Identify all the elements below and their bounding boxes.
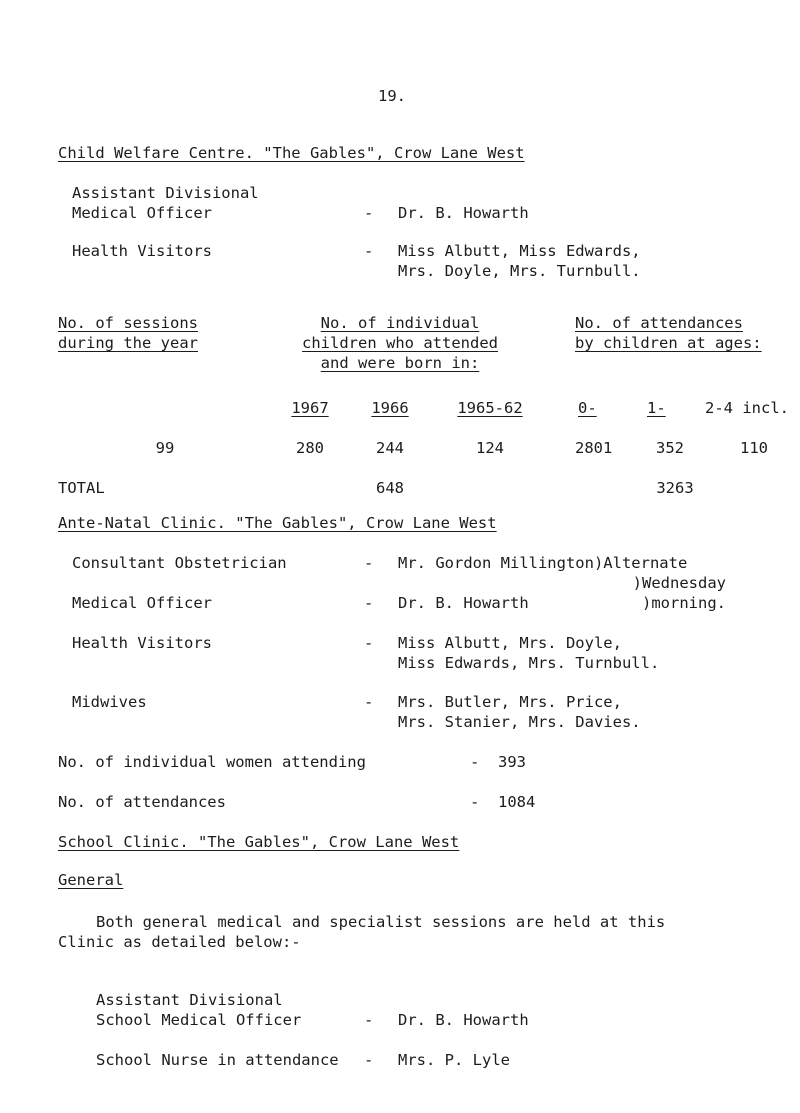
child-welfare-heading: Child Welfare Centre. "The Gables", Crow Lane West (58, 144, 525, 162)
ante-natal-heading: Ante-Natal Clinic. "The Gables", Crow Lane West (58, 514, 497, 532)
an-role-midwives: Midwives (72, 693, 147, 711)
table-col2-head-line1: No. of individual (320, 314, 480, 332)
year-value-1966: 244 (376, 439, 404, 457)
an-role-mo: Medical Officer (72, 594, 212, 612)
an-dash-3: - (364, 634, 374, 652)
sc-dash-2: - (364, 1051, 374, 1069)
an-name-mo: Dr. B. Howarth (398, 594, 529, 612)
an-stat-attendances-dash: - (470, 793, 480, 811)
cw-role-asst-line2: Medical Officer (72, 204, 212, 222)
age-value-2-4: 110 (740, 439, 768, 457)
year-head-1966: 1966 (371, 399, 409, 417)
sc-dash-1: - (364, 1011, 374, 1029)
cw-name-hv-line1: Miss Albutt, Miss Edwards, (398, 242, 641, 260)
cw-name-asst: Dr. B. Howarth (398, 204, 529, 222)
age-head-0: 0- (578, 399, 597, 417)
sc-name-asst: Dr. B. Howarth (398, 1011, 529, 1029)
age-value-1: 352 (656, 439, 684, 457)
table-col3-head-line2: by children at ages: (575, 334, 762, 352)
an-name-midwives-line2: Mrs. Stanier, Mrs. Davies. (398, 713, 641, 731)
page-number: 19. (378, 87, 406, 105)
school-paragraph-line2: Clinic as detailed below:- (58, 933, 301, 951)
school-clinic-heading: School Clinic. "The Gables", Crow Lane West (58, 833, 460, 851)
school-clinic-subheading: General (58, 871, 124, 889)
an-name-midwives-line1: Mrs. Butler, Mrs. Price, (398, 693, 622, 711)
an-dash-1: - (364, 554, 374, 572)
an-stat-women-label: No. of individual women attending (58, 753, 366, 771)
sc-name-nurse: Mrs. P. Lyle (398, 1051, 510, 1069)
cw-dash-1: - (364, 204, 374, 222)
total-label: TOTAL (58, 479, 105, 497)
an-stat-attendances-label: No. of attendances (58, 793, 226, 811)
table-col2-head-line2: children who attended (302, 334, 498, 352)
table-col1-head-line1: No. of sessions (58, 314, 198, 332)
table-col1-head-line2: during the year (58, 334, 198, 352)
an-stat-women-dash: - (470, 753, 480, 771)
an-stat-women-value: 393 (498, 753, 526, 771)
year-head-1965-62: 1965-62 (457, 399, 523, 417)
an-name-hv-line1: Miss Albutt, Mrs. Doyle, (398, 634, 622, 652)
year-value-1967: 280 (296, 439, 324, 457)
age-value-0: 2801 (575, 439, 613, 457)
an-role-hv: Health Visitors (72, 634, 212, 652)
an-alternate-wednesday: )Wednesday (632, 574, 726, 592)
an-dash-4: - (364, 693, 374, 711)
an-stat-attendances-value: 1084 (498, 793, 536, 811)
an-name-hv-line2: Miss Edwards, Mrs. Turnbull. (398, 654, 660, 672)
age-head-2-4: 2-4 incl. (705, 399, 789, 417)
year-head-1967: 1967 (291, 399, 329, 417)
table-col3-head-line1: No. of attendances (575, 314, 743, 332)
an-name-obstetrician: Mr. Gordon Millington)Alternate (398, 554, 688, 572)
an-morning: )morning. (642, 594, 726, 612)
total-children: 648 (376, 479, 404, 497)
age-head-1: 1- (647, 399, 666, 417)
table-col2-head-line3: and were born in: (320, 354, 480, 372)
year-value-1965-62: 124 (476, 439, 504, 457)
sc-role-nurse: School Nurse in attendance (96, 1051, 339, 1069)
an-dash-2: - (364, 594, 374, 612)
sessions-value: 99 (155, 439, 175, 457)
total-attendances: 3263 (656, 479, 694, 497)
cw-role-asst-line1: Assistant Divisional (72, 184, 259, 202)
sc-role-asst-line2: School Medical Officer (96, 1011, 302, 1029)
cw-role-hv: Health Visitors (72, 242, 212, 260)
sc-role-asst-line1: Assistant Divisional (96, 991, 283, 1009)
school-paragraph-line1: Both general medical and specialist sessions are held at this (96, 913, 666, 931)
cw-name-hv-line2: Mrs. Doyle, Mrs. Turnbull. (398, 262, 641, 280)
an-role-obstetrician: Consultant Obstetrician (72, 554, 287, 572)
cw-dash-2: - (364, 242, 374, 260)
